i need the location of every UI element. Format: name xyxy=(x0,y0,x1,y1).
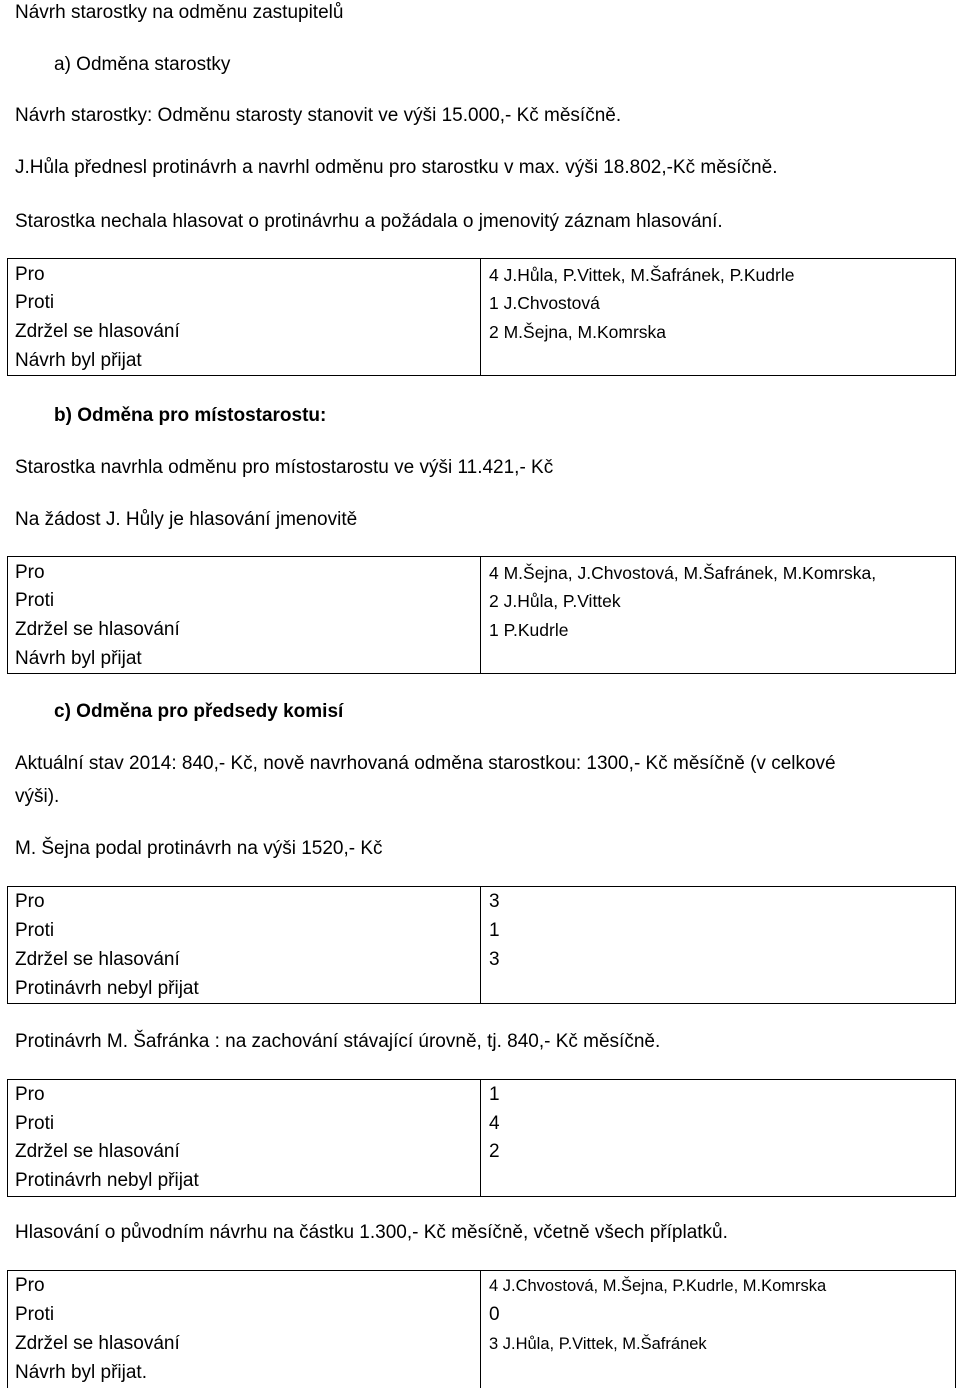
document-title: Návrh starostky na odměnu zastupitelů xyxy=(15,2,344,23)
vote-a-zdrzel-label: Zdržel se hlasování xyxy=(15,321,180,342)
vote-b-proti-value: 2 J.Hůla, P.Vittek xyxy=(489,591,621,611)
section-b-paragraph-1: Starostka navrhla odměnu pro místostarostu ve výši 11.421,- Kč xyxy=(15,457,554,478)
vote-a-zdrzel-value: 2 M.Šejna, M.Komrska xyxy=(489,322,666,342)
vote-c1-zdrzel-value: 3 xyxy=(489,949,500,970)
vote-c1-zdrzel-label: Zdržel se hlasování xyxy=(15,949,180,970)
section-c-paragraph-3: Protinávrh M. Šafránka : na zachování stávající úrovně, tj. 840,- Kč měsíčně. xyxy=(15,1031,661,1052)
vote-b-pro-value: 4 M.Šejna, J.Chvostová, M.Šafránek, M.Komrska, xyxy=(489,563,877,583)
vote-c1-proti-label: Proti xyxy=(15,920,55,941)
vote-c1-result: Protinávrh nebyl přijat xyxy=(15,978,199,999)
vote-b-zdrzel-label: Zdržel se hlasování xyxy=(15,619,180,640)
section-b-heading: b) Odměna pro místostarostu: xyxy=(54,405,327,426)
vote-c2-proti-label: Proti xyxy=(15,1113,55,1134)
vote-c3-result: Návrh byl přijat. xyxy=(15,1362,147,1383)
vote-b-result: Návrh byl přijat xyxy=(15,648,142,669)
vote-c3-zdrzel-value: 3 J.Hůla, P.Vittek, M.Šafránek xyxy=(489,1335,707,1353)
vote-c2-pro-value: 1 xyxy=(489,1084,500,1105)
section-c-paragraph-1-line-2: výši). xyxy=(15,786,60,807)
vote-c1-pro-value: 3 xyxy=(489,891,500,912)
section-c-heading: c) Odměna pro předsedy komisí xyxy=(54,701,344,722)
section-c-paragraph-4: Hlasování o původním návrhu na částku 1.300,- Kč měsíčně, včetně všech příplatků. xyxy=(15,1222,728,1243)
vote-a-pro-value: 4 J.Hůla, P.Vittek, M.Šafránek, P.Kudrle xyxy=(489,265,795,285)
vote-b-proti-label: Proti xyxy=(15,590,55,611)
vote-c2-proti-value: 4 xyxy=(489,1113,500,1134)
vote-c3-pro-value: 4 J.Chvostová, M.Šejna, P.Kudrle, M.Komrska xyxy=(489,1277,827,1295)
vote-c2-result: Protinávrh nebyl přijat xyxy=(15,1170,199,1191)
section-a-paragraph-3: Starostka nechala hlasovat o protinávrhu a požádala o jmenovitý záznam hlasování. xyxy=(15,211,723,232)
vote-c2-zdrzel-value: 2 xyxy=(489,1141,500,1162)
vote-c2-pro-label: Pro xyxy=(15,1084,45,1105)
vote-c1-proti-value: 1 xyxy=(489,920,500,941)
section-a-paragraph-2: J.Hůla přednesl protinávrh a navrhl odměnu pro starostku v max. výši 18.802,-Kč měsíčně. xyxy=(15,157,778,178)
vote-c3-proti-value: 0 xyxy=(489,1304,500,1325)
vote-c3-zdrzel-label: Zdržel se hlasování xyxy=(15,1333,180,1354)
section-c-paragraph-2: M. Šejna podal protinávrh na výši 1520,- Kč xyxy=(15,838,383,859)
vote-a-result: Návrh byl přijat xyxy=(15,350,142,371)
section-c-paragraph-1-line-1: Aktuální stav 2014: 840,- Kč, nově navrhovaná odměna starostkou: 1300,- Kč měsíčně (v celkové xyxy=(15,753,836,774)
vote-c1-pro-label: Pro xyxy=(15,891,45,912)
vote-a-proti-value: 1 J.Chvostová xyxy=(489,293,600,313)
vote-a-proti-label: Proti xyxy=(15,292,55,313)
vote-b-pro-label: Pro xyxy=(15,562,45,583)
section-a-paragraph-1: Návrh starostky: Odměnu starosty stanovit ve výši 15.000,- Kč měsíčně. xyxy=(15,105,622,126)
vote-c3-proti-label: Proti xyxy=(15,1304,55,1325)
section-b-paragraph-2: Na žádost J. Hůly je hlasování jmenovitě xyxy=(15,509,358,530)
vote-c3-pro-label: Pro xyxy=(15,1275,45,1296)
section-a-heading: a) Odměna starostky xyxy=(54,54,231,75)
vote-b-zdrzel-value: 1 P.Kudrle xyxy=(489,620,569,640)
vote-a-pro-label: Pro xyxy=(15,264,45,285)
vote-c2-zdrzel-label: Zdržel se hlasování xyxy=(15,1141,180,1162)
